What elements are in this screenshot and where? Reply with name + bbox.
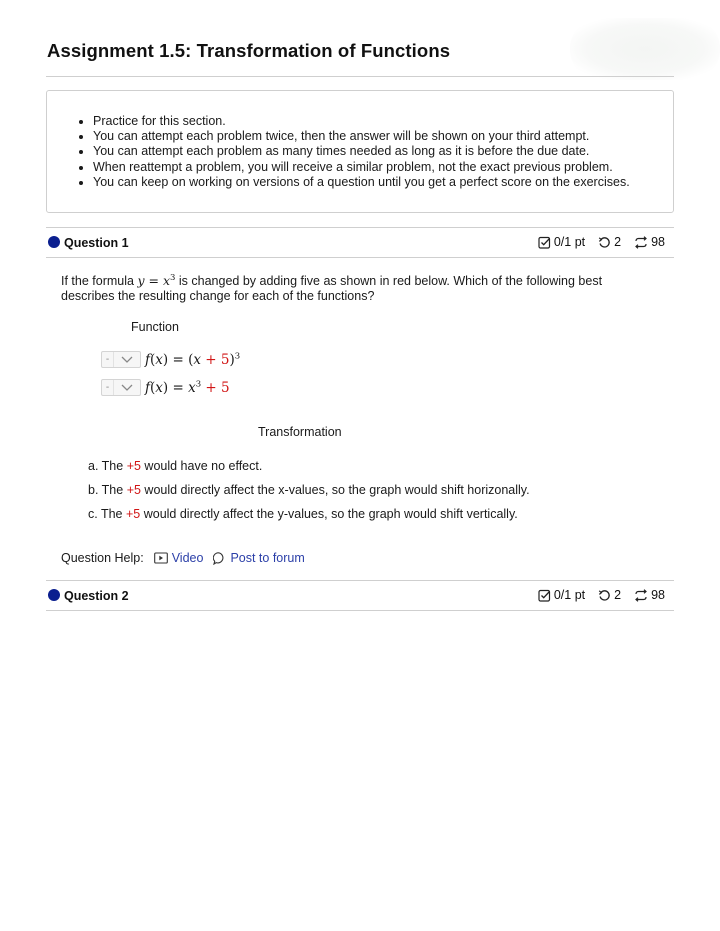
question-1-header[interactable]	[46, 227, 674, 258]
speech-bubble-icon	[213, 552, 226, 565]
option-a: a. The +5 would have no effect.	[88, 459, 263, 473]
chevron-down-icon	[114, 384, 140, 392]
versions-icon	[634, 236, 648, 249]
instruction-item: • You can attempt each problem twice, then the answer will be shown on your third attempt.	[93, 129, 630, 144]
transformation-column-label: Transformation	[258, 425, 342, 439]
video-icon	[154, 552, 168, 564]
checkbox-score-icon	[538, 589, 551, 602]
video-link[interactable]: Video	[154, 551, 204, 565]
function-expression-1: $f(x) = (x + 5)^3$	[145, 351, 241, 368]
question-help	[61, 551, 305, 565]
score-text: 0/1 pt	[553, 235, 586, 249]
option-c: c. The +5 would directly affect the y-values, so the graph would shift vertically.	[88, 507, 518, 521]
forum-link[interactable]: Post to forum	[213, 551, 304, 565]
attempts-text: 2	[614, 588, 622, 602]
versions-text: 98	[651, 235, 665, 249]
score-text: 0/1 pt	[553, 588, 586, 602]
question-title: Question 1	[64, 236, 129, 250]
instruction-item: • You can keep on working on versions of a question until you get a perfect score on the exercises.	[93, 175, 630, 190]
title-divider	[46, 76, 674, 77]
question-stats	[538, 588, 665, 602]
question-1-prompt: If the formula $y = x^3$ is changed by adding five as shown in red below. Which of the following best describes the resulting change for each of the functions?	[61, 272, 603, 303]
function-expression-2: $f(x) = x^3 + 5$	[145, 379, 230, 396]
function-row-1	[101, 351, 240, 368]
instructions-box	[46, 90, 674, 213]
answer-select-1[interactable]: -	[101, 351, 141, 368]
question-title: Question 2	[64, 589, 129, 603]
instruction-item: • When reattempt a problem, you will receive a similar problem, not the exact previous problem.	[93, 160, 630, 175]
checkbox-score-icon	[538, 236, 551, 249]
formula-base: $y = x^3$	[137, 272, 176, 288]
question-status-dot	[48, 236, 60, 248]
versions-icon	[634, 589, 648, 602]
chevron-down-icon	[114, 356, 140, 364]
answer-select-2[interactable]: -	[101, 379, 141, 396]
question-stats	[538, 235, 665, 249]
retry-icon	[598, 236, 611, 249]
page-title: Assignment 1.5: Transformation of Functions	[47, 40, 451, 61]
retry-icon	[598, 589, 611, 602]
question-status-dot	[48, 589, 60, 601]
versions-text: 98	[651, 588, 665, 602]
option-b: b. The +5 would directly affect the x-values, so the graph would shift horizonally.	[88, 483, 530, 497]
question-help-label: Question Help:	[61, 551, 144, 565]
instructions-list	[93, 114, 630, 190]
attempts-text: 2	[614, 235, 622, 249]
question-2-header[interactable]	[46, 580, 674, 611]
redacted-area	[570, 18, 720, 80]
function-row-2	[101, 379, 230, 396]
instruction-item: • You can attempt each problem as many times needed as long as it is before the due date.	[93, 144, 630, 159]
function-column-label: Function	[131, 320, 179, 334]
instruction-item: • Practice for this section.	[93, 114, 630, 129]
